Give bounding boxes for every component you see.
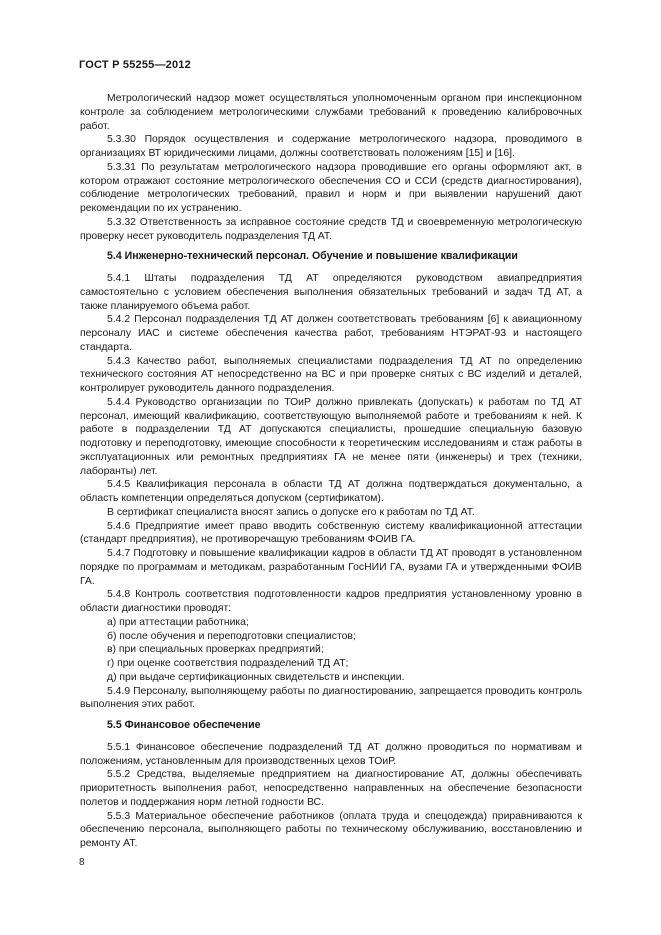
paragraph: 5.5.1 Финансовое обеспечение подразделений ТД АТ должно проводиться по нормативам и положениям, установленным для производственных цехов ТОиР.: [80, 741, 582, 767]
paragraph: 5.3.32 Ответственность за исправное состояние средств ТД и своевременную метрологическую проверку несет руководитель подразделения ТД АТ.: [80, 216, 582, 242]
paragraph: 5.3.30 Порядок осуществления и содержание метрологического надзора, проводимого в организациях ВТ юридическими лицами, должны соответствовать положениям [15] и [16].: [80, 134, 582, 159]
paragraph: 5.5.3 Материальное обеспечение работников (оплата труда и спецодежда) приравниваются к обеспечению персонала, выполняющего работы по техническому обслуживанию, восстановлению и ремонту АТ.: [80, 810, 582, 849]
section-heading: 5.5 Финансовое обеспечение: [107, 719, 261, 731]
paragraph: 5.5.2 Средства, выделяемые предприятием на диагностирование АТ, должны обеспечивать приоритетность выполнения работ, непосредственно направленных на обеспечение безопасности полетов и поддержания норм летной годности ВС.: [80, 769, 582, 808]
paragraph: 5.4.8 Контроль соответствия подготовленности кадров предприятия установленному уровню в области диагностики проводят:: [80, 589, 582, 614]
paragraph: В сертификат специалиста вносят запись о допуске его к работам по ТД АТ.: [107, 506, 475, 518]
document-header: ГОСТ Р 55255—2012: [79, 59, 191, 71]
paragraph: 5.4.5 Квалификация персонала в области ТД АТ должна подтверждаться документально, а область компетенции определяться допуском (сертификатом).: [80, 479, 582, 504]
paragraph: 5.3.31 По результатам метрологического надзора проводившие его органы оформляют акт, в котором отражают состояние метрологического обеспечения СО и ССИ (средств диагностирования), соблюдение метрологических требований, правил и норм и при выявлении нарушений дают рекомендации по их устранению.: [80, 161, 582, 214]
paragraph: 5.4.6 Предприятие имеет право вводить собственную систему квалификационной аттестации (стандарт предприятия), не противоречащую требованиям ФОИВ ГА.: [80, 520, 582, 546]
paragraph: 5.4.1 Штаты подразделения ТД АТ определяются руководством авиапредприятия самостоятельно с условием обеспечения выполнения обязательных требований и задач ТД АТ, а также планируемого объема работ.: [80, 273, 582, 312]
paragraph: 5.4.3 Качество работ, выполняемых специалистами подразделения ТД АТ по определению технического состояния АТ непосредственно на ВС и при проверке снятых с ВС изделий и деталей, контролирует руководитель данного подразделения.: [80, 355, 582, 394]
list-item: б) после обучения и переподготовки специалистов;: [107, 630, 356, 642]
list-item: в) при специальных проверках предприятий;: [107, 644, 324, 656]
document-body: [80, 92, 582, 851]
paragraph: 5.4.9 Персоналу, выполняющему работы по диагностированию, запрещается проводить контроль выполнения этих работ.: [80, 685, 582, 711]
list-item: а) при аттестации работника;: [107, 616, 249, 628]
list-item: д) при выдаче сертификационных свидетельств и инспекции.: [107, 671, 405, 683]
list-item: г) при оценке соответствия подразделений ТД АТ;: [107, 658, 349, 669]
paragraph: 5.4.2 Персонал подразделения ТД АТ должен соответствовать требованиям [6] к авиационному персоналу ИАС и системе обеспечения качества работ, требованиям НТЭРАТ-93 и настоящего стандарта.: [80, 314, 582, 353]
paragraph: 5.4.7 Подготовку и повышение квалификации кадров в области ТД АТ проводят в установленном порядке по программам и методикам, разработанным ГосНИИ ГА, вузами ГА и утвержденными ФОИВ ГА.: [80, 548, 582, 587]
paragraph: 5.4.4 Руководство организации по ТОиР должно привлекать (допускать) к работам по ТД АТ персонал, имеющий квалификацию, соответствующую выполняемой работе и требованиям к ней. К работе в подразделении ТД АТ допускаются специалисты, прошедшие специальную базовую подготовку и переподготовку, имеющие способности к теоретическим исследованиям и стаж работы в эксплуатационных или ремонтных предприятиях ГА не менее пяти (инженеры) и трех (техники, лаборанты) лет.: [80, 396, 582, 477]
section-heading: 5.4 Инженерно-технический персонал. Обучение и повышение квалификации: [107, 250, 518, 263]
paragraph: Метрологический надзор может осуществляться уполномоченным органом при инспекционном контроле за соблюдением метрологическими службами требований к проведению калибровочных работ.: [80, 93, 582, 132]
page-number: 8: [79, 857, 85, 868]
